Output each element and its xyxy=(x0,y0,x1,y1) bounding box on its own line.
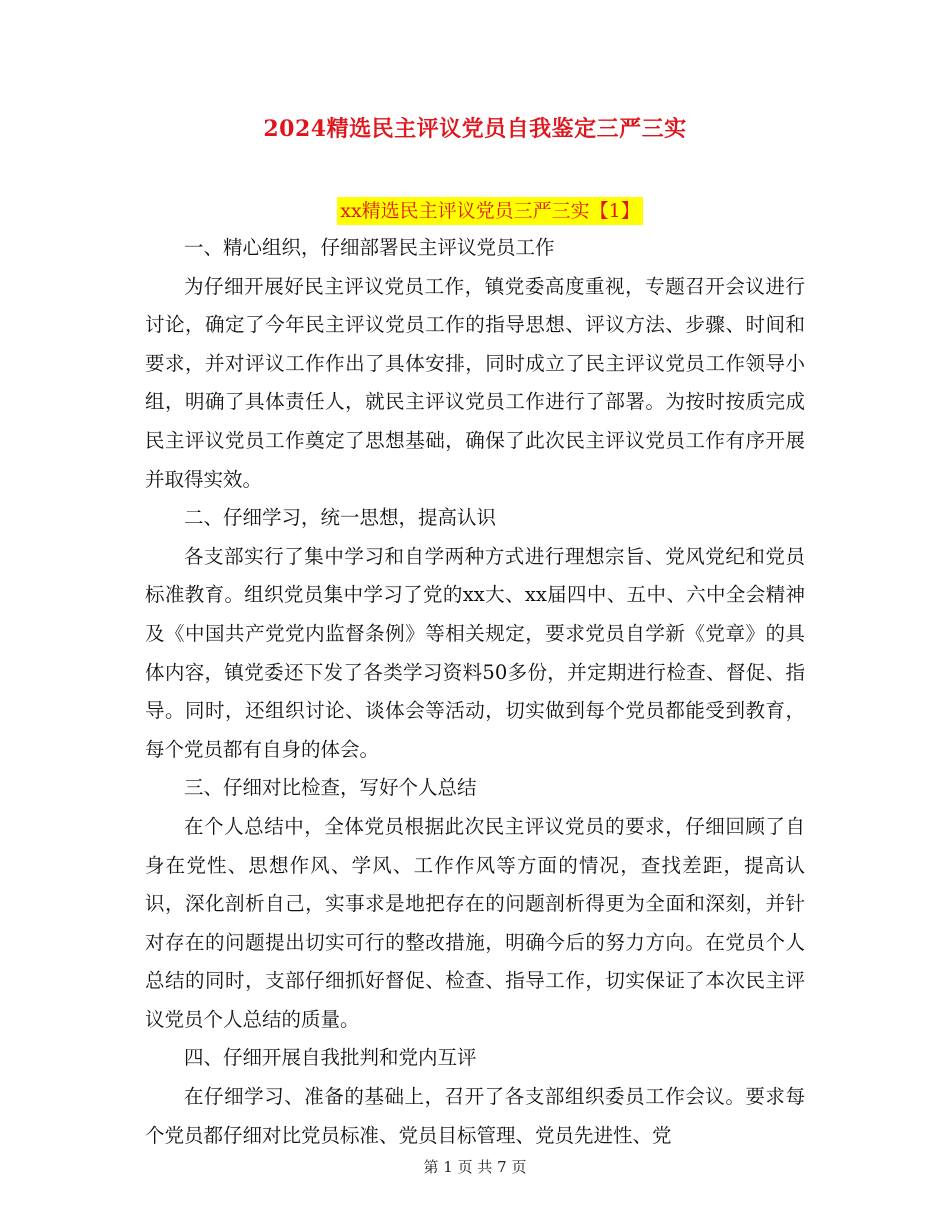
heading-3: 三、仔细对比检查，写好个人总结 xyxy=(184,776,477,800)
section-heading: xx精选民主评议党员三严三实【1】 xyxy=(337,197,643,225)
heading-4: 四、仔细开展自我批判和党内互评 xyxy=(184,1046,477,1070)
paragraph-2: 各支部实行了集中学习和自学两种方式进行理想宗旨、党风党纪和党员标准教育。组织党员集中学习了党的xx大、xx届四中、五中、六中全会精神及《中国共产党党内监督条例》等相关规定，要求党员自学新《党章》的具体内容，镇党委还下发了各类学习资料50多份，并定期进行检查、督促、指导。同时，还组织讨论、谈体会等活动，切实做到每个党员都能受到教育，每个党员都有自身的体会。 xyxy=(145,544,805,761)
section-heading-row xyxy=(0,197,950,225)
heading-2: 二、仔细学习，统一思想，提高认识 xyxy=(184,506,497,530)
document-body xyxy=(145,229,805,1155)
heading-1: 一、精心组织，仔细部署民主评议党员工作 xyxy=(184,236,555,259)
paragraph-3: 在个人总结中，全体党员根据此次民主评议党员的要求，仔细回顾了自身在党性、思想作风、学风、工作作风等方面的情况，查找差距，提高认识，深化剖析自己，实事求是地把存在的问题剖析得更为全面和深刻，并针对存在的问题提出切实可行的整改措施，明确今后的努力方向。在党员个人总结的同时，支部仔细抓好督促、检查、指导工作，切实保证了本次民主评议党员个人总结的质量。 xyxy=(145,814,805,1031)
paragraph-1: 为仔细开展好民主评议党员工作，镇党委高度重视，专题召开会议进行讨论，确定了今年民主评议党员工作的指导思想、评议方法、步骤、时间和要求，并对评议工作作出了具体安排，同时成立了民主评议党员工作领导小组，明确了具体责任人，就民主评议党员工作进行了部署。为按时按质完成民主评议党员工作奠定了思想基础，确保了此次民主评议党员工作有序开展并取得实效。 xyxy=(145,274,805,491)
document-title: 2024精选民主评议党员自我鉴定三严三实 xyxy=(263,116,687,142)
paragraph-4: 在仔细学习、准备的基础上，召开了各支部组织委员工作会议。要求每个党员都仔细对比党员标准、党员目标管理、党员先进性、党 xyxy=(145,1085,805,1147)
page-footer: 第 1 页 共 7 页 xyxy=(423,1158,527,1176)
